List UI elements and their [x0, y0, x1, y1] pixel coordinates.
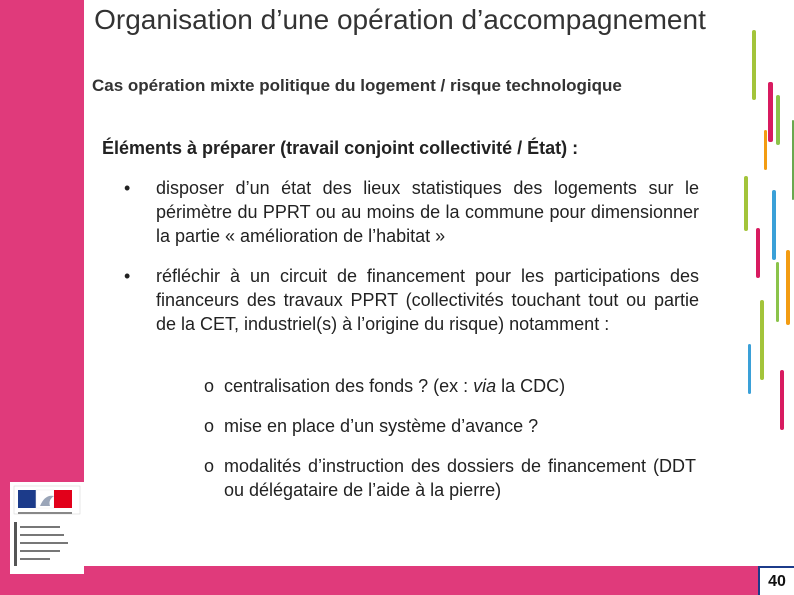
- sub-item-text: mise en place d’un système d’avance ?: [224, 416, 539, 436]
- bottom-brand-bar: [0, 566, 794, 595]
- slide-subtitle: Cas opération mixte politique du logement / risque technologique: [92, 76, 622, 95]
- page-number: 40: [758, 566, 794, 595]
- sub-item-text: modalités d’instruction des dossiers de financement (DDT ou délégataire de l’aide à la pierre): [224, 456, 696, 500]
- slide-title: Organisation d’une opération d’accompagnement: [94, 4, 706, 35]
- sub-item-symbol: o: [204, 456, 215, 476]
- sub-item-text: centralisation des fonds ? (ex : via la CDC): [224, 376, 566, 396]
- bullet-item: [124, 176, 699, 248]
- bullet-symbol: •: [124, 178, 131, 198]
- bullet-symbol: •: [124, 266, 131, 286]
- sub-item-symbol: o: [204, 416, 215, 436]
- bullet-text: disposer d’un état des lieux statistiques des logements sur le périmètre du PPRT ou au moins de la commune pour dimensionner la partie « amélioration de l’habitat »: [156, 178, 699, 246]
- section-heading: Éléments à préparer (travail conjoint collectivité / État) :: [102, 138, 579, 158]
- sub-item: [204, 374, 696, 398]
- ministry-logo: [10, 482, 84, 574]
- sub-item: [204, 454, 696, 502]
- bullet-item: [124, 264, 699, 336]
- sub-item: [204, 414, 696, 438]
- sub-item-symbol: o: [204, 376, 215, 396]
- bullet-text: réfléchir à un circuit de financement pour les participations des financeurs des travaux PPRT (collectivités touchant tout ou partie de la CET, industriel(s) à l’origine du risque) notamment :: [156, 266, 699, 334]
